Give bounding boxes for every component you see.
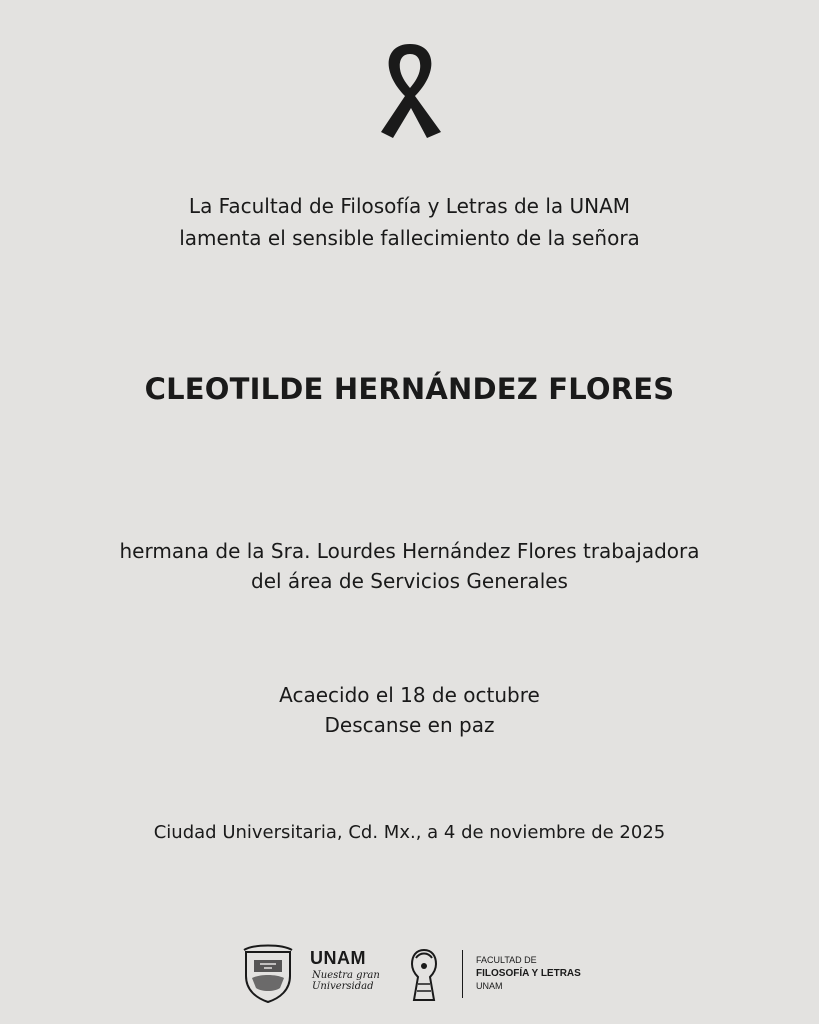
unam-slogan-line-2: Universidad — [312, 981, 374, 992]
ffyl-wordmark — [476, 954, 581, 993]
unam-wordmark: UNAM — [310, 948, 366, 968]
date-line-1: Acaecido el 18 de octubre — [279, 683, 540, 707]
mourning-ribbon-icon — [375, 40, 445, 140]
ffyl-line-3: UNAM — [476, 981, 503, 991]
relation-text — [0, 536, 819, 596]
unam-logo — [310, 948, 382, 1000]
intro-line-1: La Facultad de Filosofía y Letras de la UNAM — [188, 194, 631, 218]
deceased-name: CLEOTILDE HERNÁNDEZ FLORES — [144, 372, 675, 406]
date-line-2: Descanse en paz — [324, 713, 495, 737]
place-date: Ciudad Universitaria, Cd. Mx., a 4 de noviembre de 2025 — [153, 822, 666, 843]
unam-slogan-line-1: Nuestra gran — [312, 970, 380, 981]
date-text — [0, 680, 819, 740]
ffyl-line-1: FACULTAD DE — [476, 955, 537, 965]
intro-text — [0, 190, 819, 254]
unam-slogan — [312, 970, 384, 992]
footer-logos — [236, 942, 596, 1006]
logo-divider — [462, 950, 463, 998]
ffyl-line-2: FILOSOFÍA Y LETRAS — [476, 968, 581, 979]
relation-line-2: del área de Servicios Generales — [251, 569, 568, 593]
unam-coat-of-arms-icon — [240, 942, 296, 1004]
relation-line-1: hermana de la Sra. Lourdes Hernández Flores trabajadora — [119, 539, 700, 563]
ffyl-emblem-icon — [404, 944, 444, 1004]
intro-line-2: lamenta el sensible fallecimiento de la señora — [179, 226, 640, 250]
